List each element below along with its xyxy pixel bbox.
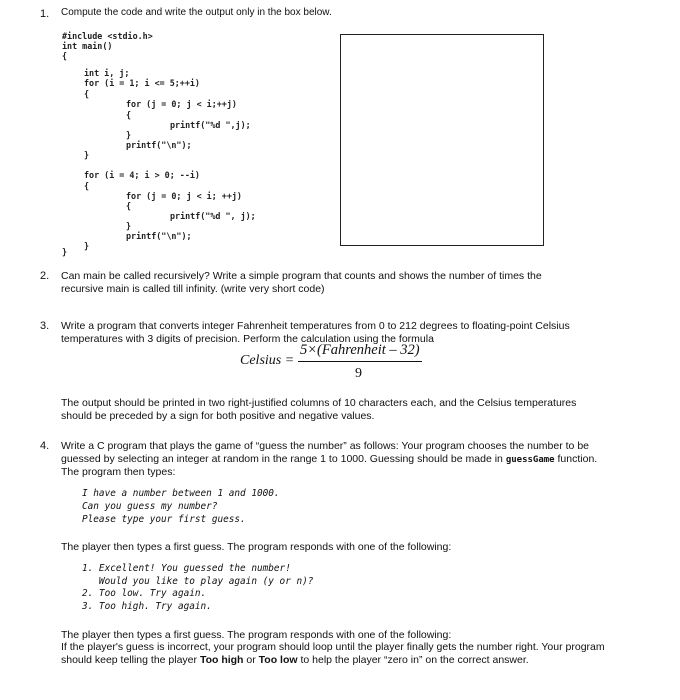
or-label: or	[246, 653, 256, 666]
q4-func-name: guessGame	[505, 454, 555, 465]
formula-lhs: Celsius =	[240, 353, 295, 368]
code-line: for (j = 0; j < i;++j)	[126, 99, 237, 109]
code-line: for (i = 4; i > 0; --i)	[84, 170, 200, 180]
q3-text: Write a program that converts integer Fahrenheit temperatures from 0 to 212 degrees to floating-point Celsius temperatures with 3 digits of precision. Perform the calculation using the formula	[61, 320, 570, 345]
q4-responds-intro: The player then types a first guess. The program responds with one of the following:	[61, 541, 452, 553]
q2-number: 2.	[40, 270, 50, 282]
prompt-line: Can you guess my number?	[82, 501, 218, 512]
code-line: }	[62, 247, 68, 257]
code-line: {	[126, 110, 132, 120]
code-line: }	[84, 241, 90, 251]
too-high-label: Too high	[199, 653, 244, 666]
code-line: for (i = 1; i <= 5;++i)	[84, 78, 200, 88]
code-line: }	[126, 130, 132, 140]
q3-text2: The output should be printed in two right-justified columns of 10 characters each, and the Celsius temperatures should be preceded by a sign for both positive and negative values.	[61, 397, 577, 422]
q4-number: 4.	[40, 440, 50, 452]
q4-text	[61, 440, 606, 479]
q1-number: 1.	[40, 8, 50, 20]
code-line: }	[84, 150, 90, 160]
code-line: }	[126, 221, 132, 231]
fraction-bar	[298, 361, 422, 362]
code-line: for (j = 0; j < i; ++j)	[126, 191, 242, 201]
q2-text: Can main be called recursively? Write a simple program that counts and shows the number of times the recursive main is called till infinity. (write very short code)	[61, 270, 542, 295]
formula-denominator: 9	[355, 366, 362, 381]
q4-text-a: Write a C program that plays the game of “guess the number” as follows: Your program chooses the number to be guessed by selecting an integer at random in the range 1 to 1000. Guessing should be made in	[61, 440, 589, 465]
response-line: Would you like to play again (y or n)?	[82, 575, 314, 587]
code-line: printf("\n");	[126, 140, 192, 150]
response-line: 3. Too high. Try again.	[82, 600, 212, 612]
code-line: {	[126, 201, 132, 211]
code-line: {	[62, 51, 68, 61]
q1-prompt: Compute the code and write the output only in the box below.	[61, 7, 332, 18]
q4-final-2-pre: If the player's guess is incorrect, your program should loop until the player finally gets the number right. Your program should keep telling the player	[61, 641, 605, 666]
q4-final-2-post: to help the player “zero in” on the correct answer.	[300, 653, 529, 666]
code-line: printf("%d ", j);	[170, 211, 256, 221]
prompt-line: I have a number between 1 and 1000.	[82, 488, 280, 499]
code-line: int main()	[62, 41, 113, 51]
code-line: {	[84, 89, 90, 99]
prompt-line: Please type your first guess.	[82, 514, 246, 525]
q4-final-1: The player then types a first guess. The program responds with one of the following:	[61, 629, 452, 641]
code-line: {	[84, 181, 90, 191]
code-line: int i, j;	[84, 68, 130, 78]
q3-number: 3.	[40, 320, 50, 332]
q4-final-2	[61, 641, 621, 666]
response-line: 2. Too low. Try again.	[82, 588, 207, 599]
code-line: #include <stdio.h>	[62, 31, 153, 41]
code-line: printf("%d ",j);	[170, 120, 251, 130]
answer-box[interactable]	[340, 34, 544, 246]
code-line: printf("\n");	[126, 231, 192, 241]
q4-text-b: function. The program then types:	[61, 452, 598, 478]
too-low-label: Too low	[258, 653, 298, 666]
formula-numerator: 5×(Fahrenheit – 32)	[300, 342, 420, 358]
response-line: 1. Excellent! You guessed the number!	[82, 563, 291, 574]
